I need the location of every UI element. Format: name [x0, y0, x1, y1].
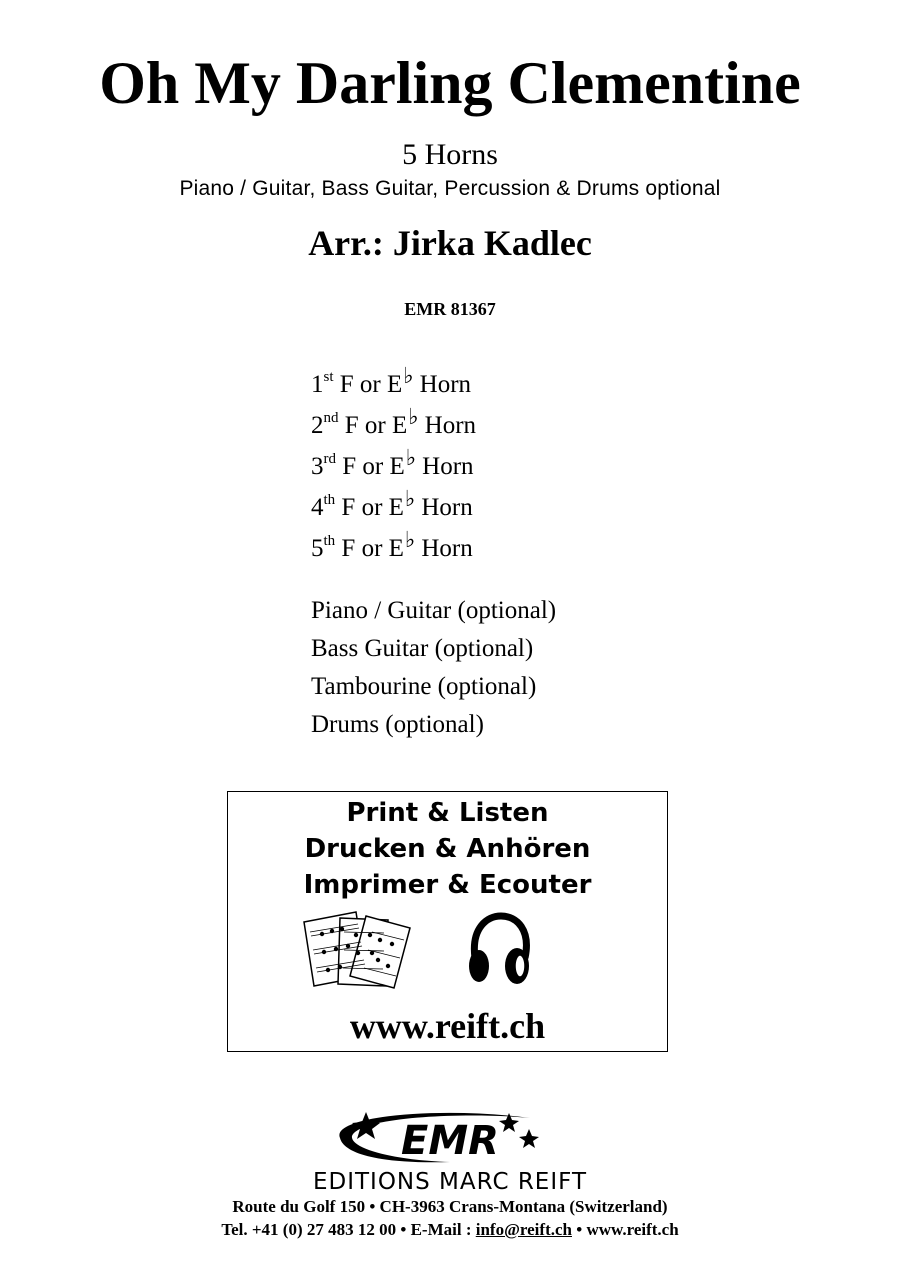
- promo-line-en: Print & Listen: [346, 798, 549, 828]
- part-item: 2nd F or E♭ Horn: [311, 407, 476, 448]
- optional-parts-list: [311, 592, 556, 744]
- page-title: Oh My Darling Clementine: [99, 50, 801, 116]
- instrumentation-line: Piano / Guitar, Bass Guitar, Percussion & Drums optional: [179, 177, 721, 200]
- part-item: 5th F or E♭ Horn: [311, 530, 476, 571]
- optional-part-item: Drums (optional): [311, 711, 484, 738]
- promo-line-de: Drucken & Anhören: [304, 834, 591, 864]
- publisher-name: EDITIONS MARC REIFT: [312, 1169, 588, 1195]
- part-item: 1st F or E♭ Horn: [311, 366, 476, 407]
- flat-icon: ♭: [405, 445, 417, 470]
- optional-part-item: Tambourine (optional): [311, 673, 537, 700]
- publisher-address: Route du Golf 150 • CH-3963 Crans-Montana (Switzerland): [232, 1197, 668, 1216]
- parts-list: [311, 363, 477, 571]
- flat-icon: ♭: [404, 527, 416, 552]
- sheet-music-icon: [300, 910, 412, 990]
- headphones-icon: [465, 912, 535, 988]
- part-item: 4th F or E♭ Horn: [311, 489, 476, 530]
- flat-icon: ♭: [408, 404, 419, 429]
- optional-part-item: Bass Guitar (optional): [311, 635, 534, 662]
- flat-icon: ♭: [403, 363, 414, 388]
- website-link[interactable]: www.reift.ch: [586, 1220, 679, 1239]
- promo-website: www.reift.ch: [349, 1006, 546, 1046]
- arranger: Arr.: Jirka Kadlec: [308, 223, 592, 263]
- publisher-contact: Tel. +41 (0) 27 483 12 00 • E-Mail : info@reift.ch • www.reift.ch: [221, 1220, 679, 1239]
- catalog-number: EMR 81367: [404, 299, 496, 319]
- print-listen-box: [227, 791, 668, 1052]
- phone: Tel. +41 (0) 27 483 12 00: [221, 1220, 397, 1239]
- part-item: 3rd F or E♭ Horn: [311, 448, 476, 489]
- flat-icon: ♭: [404, 486, 416, 511]
- ensemble-subtitle: 5 Horns: [402, 138, 498, 171]
- promo-line-fr: Imprimer & Ecouter: [303, 870, 592, 900]
- emr-logo: [300, 1108, 600, 1170]
- email-link[interactable]: info@reift.ch: [475, 1220, 572, 1239]
- logo-text: EMR: [401, 1118, 499, 1164]
- optional-part-item: Piano / Guitar (optional): [311, 597, 557, 624]
